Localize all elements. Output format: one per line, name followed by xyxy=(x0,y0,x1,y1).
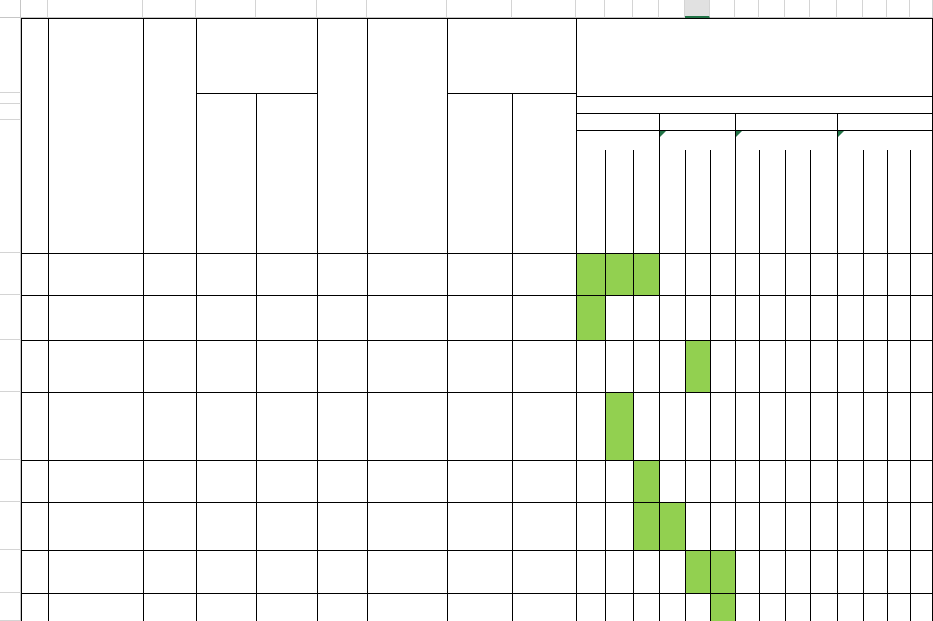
week-2 xyxy=(634,155,658,245)
district xyxy=(144,392,196,460)
select-all-corner[interactable] xyxy=(0,0,21,18)
gantt-bar xyxy=(606,254,633,295)
month-2 xyxy=(735,113,837,130)
start-km xyxy=(197,295,256,340)
gantt-bar xyxy=(634,254,659,295)
column-header-g[interactable] xyxy=(367,0,447,18)
end-km xyxy=(257,253,317,295)
column-header-r[interactable] xyxy=(785,0,810,18)
stage-name xyxy=(50,253,143,295)
stage-number xyxy=(22,550,48,593)
stage-number xyxy=(22,460,48,502)
row-header-7[interactable] xyxy=(0,295,21,340)
column-header-w[interactable] xyxy=(910,0,933,18)
stage-name xyxy=(50,295,143,340)
start-date xyxy=(448,392,512,460)
district xyxy=(144,340,196,392)
length xyxy=(318,550,367,593)
column-header-k[interactable] xyxy=(605,0,633,18)
gantt-bar xyxy=(634,503,659,550)
cost xyxy=(368,340,447,392)
week-12 xyxy=(888,155,909,245)
week-3 xyxy=(660,155,684,245)
stage-name xyxy=(50,502,143,550)
week-0 xyxy=(577,155,604,245)
district xyxy=(144,502,196,550)
gantt-bar xyxy=(711,551,735,593)
end-km xyxy=(257,340,317,392)
end-date xyxy=(513,593,576,621)
start-km xyxy=(197,460,256,502)
end-km xyxy=(257,502,317,550)
start-km xyxy=(197,550,256,593)
district xyxy=(144,593,196,621)
length xyxy=(318,593,367,621)
week-5 xyxy=(711,155,734,245)
column-header-h[interactable] xyxy=(447,0,512,18)
cost xyxy=(368,460,447,502)
stage-name xyxy=(50,392,143,460)
start-date xyxy=(448,502,512,550)
end-km xyxy=(257,295,317,340)
column-header-o[interactable] xyxy=(710,0,735,18)
cost xyxy=(368,253,447,295)
start-km xyxy=(197,253,256,295)
row-header-11[interactable] xyxy=(0,502,21,550)
end-km xyxy=(257,550,317,593)
week-1 xyxy=(606,155,632,245)
comment-indicator xyxy=(838,131,844,137)
length xyxy=(318,340,367,392)
end-date xyxy=(513,392,576,460)
row-header-10[interactable] xyxy=(0,460,21,502)
column-header-f[interactable] xyxy=(317,0,367,18)
column-header-i[interactable] xyxy=(512,0,576,18)
header-end-date xyxy=(513,110,576,240)
gantt-bar xyxy=(577,254,605,295)
row-header-8[interactable] xyxy=(0,340,21,392)
header-start-km xyxy=(197,130,256,230)
stage-name xyxy=(50,340,143,392)
week-11 xyxy=(864,155,886,245)
cost xyxy=(368,295,447,340)
start-date xyxy=(448,550,512,593)
gantt-bar xyxy=(606,393,633,460)
stage-name xyxy=(50,460,143,502)
row-header-6[interactable] xyxy=(0,253,21,295)
column-header-n[interactable] xyxy=(685,0,710,18)
stage-number xyxy=(22,392,48,460)
row-header-3[interactable] xyxy=(0,104,21,120)
stage-name xyxy=(50,550,143,593)
cost xyxy=(368,502,447,550)
month-3 xyxy=(837,113,933,130)
start-date xyxy=(448,253,512,295)
row-header-9[interactable] xyxy=(0,392,21,460)
month-1 xyxy=(633,113,735,130)
stage-number xyxy=(22,340,48,392)
district xyxy=(144,550,196,593)
gantt-bar xyxy=(686,341,710,392)
column-header-p[interactable] xyxy=(735,0,759,18)
week-8 xyxy=(786,155,809,245)
end-date xyxy=(513,460,576,502)
week-7 xyxy=(760,155,784,245)
gantt-bar xyxy=(711,594,735,621)
cost xyxy=(368,550,447,593)
length xyxy=(318,253,367,295)
column-header-m[interactable] xyxy=(659,0,685,18)
end-date xyxy=(513,253,576,295)
start-date xyxy=(448,460,512,502)
month-0 xyxy=(576,113,633,130)
district xyxy=(144,460,196,502)
column-header-a[interactable] xyxy=(21,0,48,18)
start-km xyxy=(197,593,256,621)
start-km xyxy=(197,392,256,460)
header-address xyxy=(197,22,317,88)
end-km xyxy=(257,460,317,502)
district xyxy=(144,295,196,340)
week-6 xyxy=(736,155,758,245)
comment-indicator xyxy=(660,131,666,137)
header-cost xyxy=(368,60,447,240)
gantt-bar xyxy=(577,296,605,340)
gantt-bar xyxy=(634,461,659,502)
column-header-j[interactable] xyxy=(576,0,605,18)
column-header-c[interactable] xyxy=(143,0,196,18)
end-date xyxy=(513,550,576,593)
column-header-q[interactable] xyxy=(759,0,785,18)
column-header-u[interactable] xyxy=(863,0,887,18)
stage-number xyxy=(22,593,48,621)
row-header-1[interactable] xyxy=(0,18,21,93)
header-stage-name xyxy=(49,93,143,253)
row-header-2[interactable] xyxy=(0,93,21,104)
column-header-b[interactable] xyxy=(48,0,143,18)
header-length xyxy=(318,60,367,220)
row-header-12[interactable] xyxy=(0,550,21,593)
cost xyxy=(368,593,447,621)
row-header-4[interactable] xyxy=(0,120,21,253)
gantt-bar xyxy=(686,551,710,593)
stage-name xyxy=(50,593,143,621)
column-header-v[interactable] xyxy=(887,0,910,18)
week-4 xyxy=(686,155,709,245)
length xyxy=(318,460,367,502)
district xyxy=(144,253,196,295)
start-date xyxy=(448,593,512,621)
column-header-e[interactable] xyxy=(256,0,317,18)
end-km xyxy=(257,392,317,460)
stage-number xyxy=(22,253,48,295)
header-terms xyxy=(448,22,576,88)
header-end-km xyxy=(257,130,317,230)
end-date xyxy=(513,340,576,392)
header-district xyxy=(144,93,196,253)
week-10 xyxy=(838,155,862,245)
start-km xyxy=(197,340,256,392)
start-km xyxy=(197,502,256,550)
column-header-l[interactable] xyxy=(633,0,659,18)
stage-number xyxy=(22,295,48,340)
header-year xyxy=(577,40,933,70)
header-start-date xyxy=(448,110,512,240)
column-header-d[interactable] xyxy=(196,0,256,18)
start-date xyxy=(448,340,512,392)
gantt-bar xyxy=(660,503,685,550)
week-9 xyxy=(811,155,836,245)
end-km xyxy=(257,593,317,621)
column-header-t[interactable] xyxy=(837,0,863,18)
length xyxy=(318,392,367,460)
start-date xyxy=(448,295,512,340)
header-contract-period xyxy=(577,96,933,112)
week-13 xyxy=(911,155,932,245)
stage-number xyxy=(22,502,48,550)
cost xyxy=(368,392,447,460)
header-stage-number xyxy=(22,93,48,253)
end-date xyxy=(513,502,576,550)
end-date xyxy=(513,295,576,340)
column-header-s[interactable] xyxy=(810,0,837,18)
length xyxy=(318,502,367,550)
length xyxy=(318,295,367,340)
row-header-partial[interactable] xyxy=(0,593,21,621)
comment-indicator xyxy=(736,131,742,137)
